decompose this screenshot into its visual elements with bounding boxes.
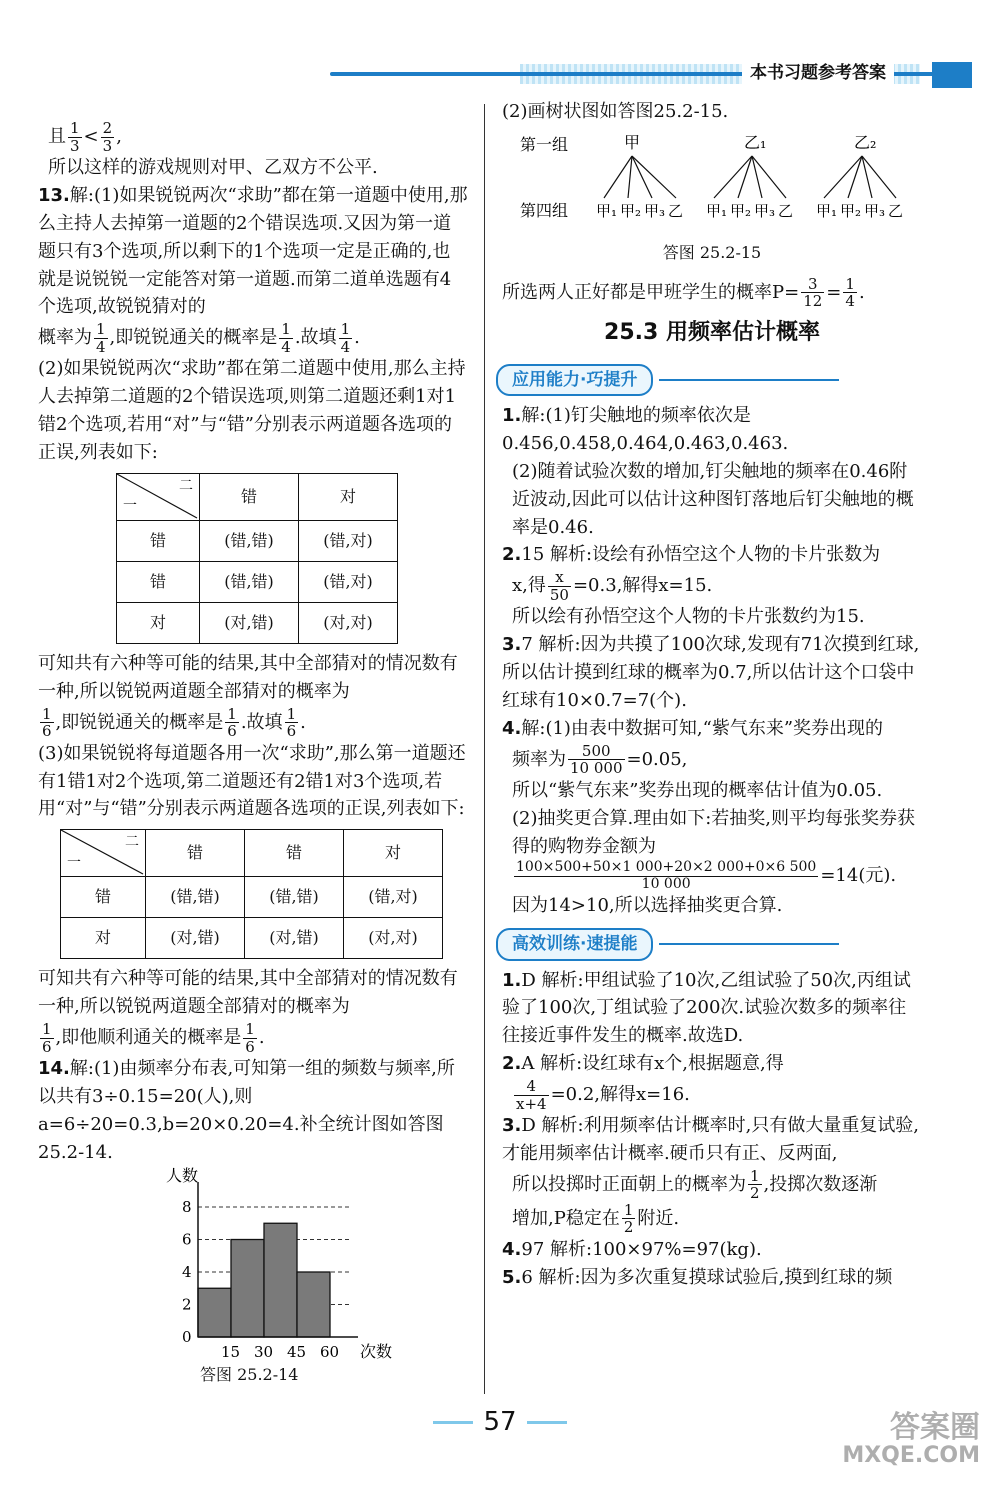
answer-3: 3.7 解析:因为共摸了100次球,发现有71次摸到红球,所以估计摸到红球的概率为0.7,所以估计这个口袋中红球有10×0.7=7(个). (502, 634, 920, 712)
tree-branch (848, 156, 862, 198)
outcome-table-2 (60, 829, 443, 959)
tree-branch (632, 156, 652, 198)
tree-node: 乙₂ (854, 132, 877, 152)
tree-node: 乙₁ (744, 132, 767, 152)
table-row: 错 (错,错) (错,对) (117, 561, 398, 602)
section-badge: 应用能力·巧提升 (496, 364, 653, 396)
section-title: 25.3 用频率估计概率 (604, 319, 820, 345)
outcome-table-1 (116, 473, 398, 644)
y-tick-label: 0 (182, 1327, 192, 1346)
question-14: 14.解:(1)由频率分布表,可知第一组的频数与频率,所以共有3÷0.15=20(人),则a=6÷20=0.3,b=20×0.20=4.补全统计图如答图25.2-14. (38, 1058, 455, 1163)
q13-probability-line: 概率为 $\frac{1}{4}$ ,即锐锐通关的概率是 $\frac{1}{4}$ .故填 $\frac{1}{4}$ . (38, 320, 360, 356)
tree-branch (738, 156, 752, 198)
tree-leaf: 甲₃ (644, 201, 666, 220)
x-axis-label: 次数 (360, 1341, 393, 1361)
table-row: 对 (对,错) (对,错) (对,对) (61, 918, 443, 959)
probability-line: 所选两人正好都是甲班学生的概率P= $\frac{3}{12}$ = $\frac{1}{4}$ . (502, 274, 865, 311)
answer-4f: 因为14>10,所以选择抽奖更合算. (512, 895, 783, 917)
q13-result-line-2: $\frac{1}{6}$ ,即他顺利通关的概率是 $\frac{1}{6}$ . (42, 1020, 265, 1056)
answer-s3c: 增加,P稳定在 $\frac{1}{2}$ 附近. (512, 1200, 680, 1237)
answer-2: 2.15 解析:设绘有孙悟空这个人物的卡片张数为 (502, 544, 881, 566)
answer-4e: $\frac{100\times 500+50\times 1 000+20\times 2 000+0\times 6 500}{10 000}$ =14(元). (516, 859, 897, 892)
answer-4c: 所以“紫气东来”奖券出现的概率估计值为0.05. (512, 779, 883, 801)
table-header: 错 (146, 830, 245, 877)
answer-2b: x,得 $\frac{x}{50}$ =0.3,解得x=15. (512, 568, 713, 604)
watermark-logo: 答案圈 MXQE.COM (842, 1409, 980, 1468)
answer-s3b: 所以投掷时正面朝上的概率为 $\frac{1}{2}$ ,投掷次数逐渐 (512, 1166, 878, 1203)
tree-leaf: 甲₂ (840, 201, 862, 220)
tree-leaf: 甲₃ (864, 201, 886, 220)
tree-branch (628, 156, 632, 198)
answer-1b: (2)随着试验次数的增加,钉尖触地的频率在0.46附近波动,因此可以估计这种图钉落地后钉尖触地的概率是0.46. (512, 460, 914, 538)
tree-leaf: 乙 (888, 201, 904, 220)
answer-s2b: $\frac{4}{x+4}$ =0.2,解得x=16. (516, 1077, 690, 1113)
tree-leaf: 甲₁ (706, 201, 728, 220)
q13-result-text: 可知共有六种等可能的结果,其中全部猜对的情况数有一种,所以锐锐两道题全部猜对的概率为 (38, 652, 458, 702)
chart-caption: 答图 25.2-14 (200, 1364, 299, 1384)
table-header: 错 (245, 830, 344, 877)
section-badge-2: 高效训练·速提能 (496, 928, 653, 960)
table-row: 错 (错,错) (错,对) (117, 520, 398, 561)
tree-branch (604, 156, 632, 198)
tree-leaf: 甲₁ (596, 201, 618, 220)
x-tick-label: 45 (287, 1342, 307, 1361)
answer-2c: 所以绘有孙悟空这个人物的卡片张数约为15. (512, 606, 865, 628)
histogram-bar (198, 1288, 231, 1337)
tree-branch (632, 156, 676, 198)
tree-branch (714, 156, 752, 198)
histogram-bar (264, 1223, 297, 1337)
answer-s5: 5.6 解析:因为多次重复摸球试验后,摸到红球的频 (502, 1266, 893, 1288)
column-divider (484, 104, 485, 1394)
conclusion-text: 所以这样的游戏规则对甲、乙双方不公平. (48, 157, 378, 178)
tree-caption: 答图 25.2-15 (662, 242, 762, 262)
fraction: $\frac{2}{3}$ (102, 119, 113, 155)
y-tick-label: 8 (182, 1197, 192, 1216)
tree-row-label: 第四组 (520, 200, 569, 220)
tree-branch (824, 156, 862, 198)
y-tick-label: 4 (182, 1262, 192, 1281)
tree-leaf: 甲₂ (620, 201, 642, 220)
y-axis-label: 人数 (166, 1165, 199, 1185)
tree-leaf: 甲₃ (754, 201, 776, 220)
header-title: 本书习题参考答案 (742, 60, 894, 86)
x-tick-label: 15 (221, 1342, 241, 1361)
table-corner: 二 一 (117, 473, 200, 520)
q13-result-line: $\frac{1}{6}$ ,即锐锐通关的概率是 $\frac{1}{6}$ .故填 $\frac{1}{6}$ . (42, 704, 306, 741)
table-row: 错 (错,错) (错,错) (错,对) (61, 877, 443, 918)
fraction: $\frac{1}{3}$ (70, 119, 80, 155)
table-header: 错 (200, 473, 299, 520)
x-tick-label: 60 (320, 1342, 340, 1361)
header-tab (932, 62, 972, 88)
histogram-bar (297, 1272, 330, 1337)
tree-node: 甲 (624, 132, 641, 152)
answer-4d: (2)抽奖更合算.理由如下:若抽奖,则平均每张奖券获得的购物券金额为 (512, 807, 916, 857)
answer-s1: 1.D 解析:甲组试验了10次,乙组试验了50次,丙组试验了100次,丁组试验了200次.试验次数多的频率往往接近事件发生的概率.故选D. (502, 969, 911, 1047)
tree-diagram (502, 126, 922, 236)
table-header: 对 (344, 830, 443, 877)
y-tick-label: 2 (182, 1295, 192, 1314)
q13-result-text-2: 可知共有六种等可能的结果,其中全部猜对的情况数有一种,所以锐锐两道题全部猜对的概率为 (38, 968, 458, 1018)
page-number: 57 (0, 1402, 1000, 1442)
answer-s2: 2.A 解析:设红球有x个,根据题意,得 (502, 1053, 784, 1075)
question-13: 13.解:(1)如果锐锐两次“求助”都在第一道题中使用,那么主持人去掉第一道题的2个错误选项.又因为第一道题只有3个选项,所以剩下的1个选项一定是正确的,也就是说锐锐一定能答对第一道题.而第二道单选题有4个选项,故锐锐猜对的 (38, 184, 468, 318)
answer-s4: 4.97 解析:100×97%=97(kg). (502, 1238, 762, 1260)
table-header: 对 (299, 473, 398, 520)
histogram-chart (128, 1165, 393, 1367)
table-row: 对 (对,错) (对,对) (117, 602, 398, 643)
inequality-line: 且 $\frac{1}{3}$ < $\frac{2}{3}$ , (48, 119, 122, 155)
q13-part2: (2)如果锐锐两次“求助”都在第二道题中使用,那么主持人去掉第二道题的2个错误选项,则第二道题还剩1对1错2个选项,若用“对”与“错”分别表示两道题各选项的正误,列表如下: (38, 358, 466, 464)
answer-s3: 3.D 解析:利用频率估计概率时,只有做大量重复试验,才能用频率估计概率.硬币只有正、反两面, (502, 1115, 920, 1164)
answer-4b: 频率为 $\frac{500}{10 000}$ =0.05, (512, 741, 688, 778)
histogram-bar (231, 1239, 264, 1337)
x-tick-label: 30 (254, 1342, 274, 1361)
tree-leaf: 乙 (668, 201, 684, 220)
y-tick-label: 6 (182, 1230, 192, 1249)
right-column (502, 98, 922, 1292)
table-corner: 二 一 (61, 830, 146, 877)
tree-row-label: 第一组 (520, 134, 569, 154)
tree-intro: (2)画树状图如答图25.2-15. (502, 101, 729, 122)
tree-leaf: 乙 (778, 201, 794, 220)
left-column (38, 120, 468, 1388)
answer-4: 4.解:(1)由表中数据可知,“紫气东来”奖券出现的 (502, 717, 884, 739)
tree-leaf: 甲₂ (730, 201, 752, 220)
answer-1: 1.解:(1)钉尖触地的频率依次是0.456,0.458,0.464,0.463,0.463. (502, 405, 789, 454)
tree-leaf: 甲₁ (816, 201, 838, 220)
q13-part3: (3)如果锐锐将每道题各用一次“求助”,那么第一道题还有1错1对2个选项,第二道题还有2错1对3个选项,若用“对”与“错”分别表示两道题各选项的正误,列表如下: (38, 742, 466, 820)
